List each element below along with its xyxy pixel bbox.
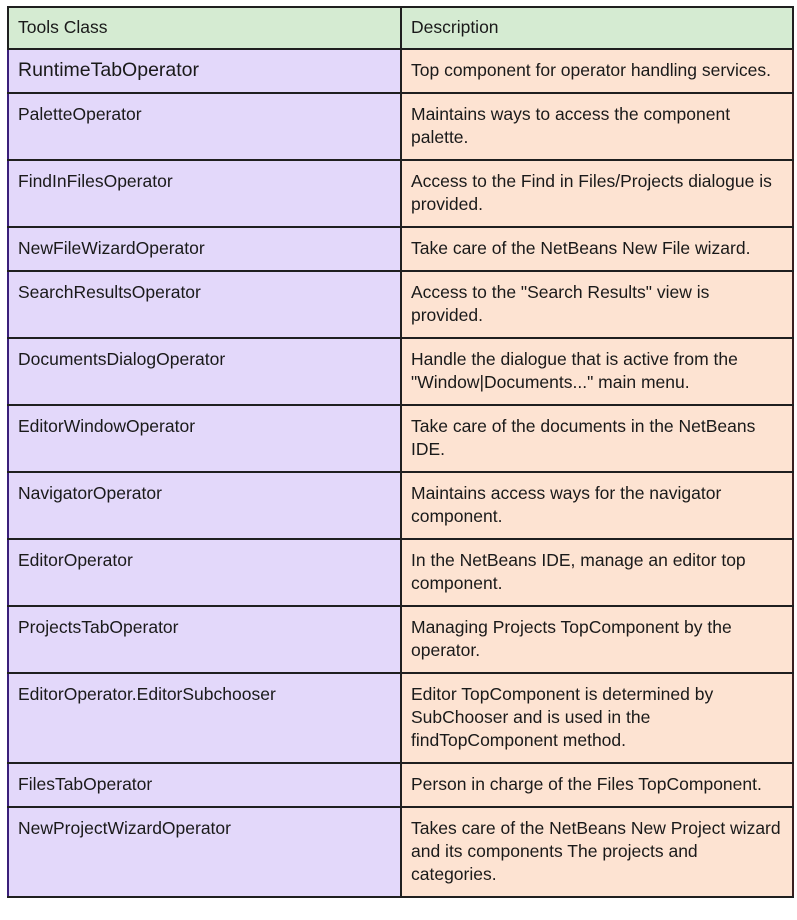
tool-class-cell: ProjectsTabOperator	[8, 606, 401, 673]
table-row	[8, 807, 793, 897]
table-row	[8, 539, 793, 606]
table-row	[8, 405, 793, 472]
description-cell: Take care of the documents in the NetBeans IDE.	[401, 405, 793, 472]
tool-class-cell: EditorWindowOperator	[8, 405, 401, 472]
description-cell: Top component for operator handling services.	[401, 49, 793, 93]
description-cell: Managing Projects TopComponent by the operator.	[401, 606, 793, 673]
table-header-row	[8, 7, 793, 49]
tool-class-cell: SearchResultsOperator	[8, 271, 401, 338]
tool-class-cell: NewProjectWizardOperator	[8, 807, 401, 897]
table-row	[8, 673, 793, 763]
description-cell: Handle the dialogue that is active from the "Window|Documents..." main menu.	[401, 338, 793, 405]
description-cell: Access to the Find in Files/Projects dialogue is provided.	[401, 160, 793, 227]
description-cell: Editor TopComponent is determined by SubChooser and is used in the findTopComponent method.	[401, 673, 793, 763]
tool-class-cell: NavigatorOperator	[8, 472, 401, 539]
table-row	[8, 606, 793, 673]
description-cell: Access to the "Search Results" view is provided.	[401, 271, 793, 338]
description-cell: In the NetBeans IDE, manage an editor top component.	[401, 539, 793, 606]
tool-class-cell: EditorOperator	[8, 539, 401, 606]
tool-class-cell: NewFileWizardOperator	[8, 227, 401, 271]
table-row	[8, 93, 793, 160]
tools-table	[7, 6, 794, 898]
header-tools-class: Tools Class	[8, 7, 401, 49]
header-description: Description	[401, 7, 793, 49]
description-cell: Maintains access ways for the navigator component.	[401, 472, 793, 539]
tool-class-cell: EditorOperator.EditorSubchooser	[8, 673, 401, 763]
table-row	[8, 763, 793, 807]
table-row	[8, 271, 793, 338]
table-row	[8, 472, 793, 539]
description-cell: Maintains ways to access the component palette.	[401, 93, 793, 160]
tool-class-cell: PaletteOperator	[8, 93, 401, 160]
tools-table-container	[7, 6, 792, 898]
description-cell: Takes care of the NetBeans New Project wizard and its components The projects and categories.	[401, 807, 793, 897]
table-row	[8, 338, 793, 405]
table-row	[8, 49, 793, 93]
tool-class-cell: DocumentsDialogOperator	[8, 338, 401, 405]
tool-class-cell: RuntimeTabOperator	[8, 49, 401, 93]
description-cell: Take care of the NetBeans New File wizard.	[401, 227, 793, 271]
tool-class-cell: FilesTabOperator	[8, 763, 401, 807]
table-row	[8, 227, 793, 271]
table-row	[8, 160, 793, 227]
description-cell: Person in charge of the Files TopComponent.	[401, 763, 793, 807]
tool-class-cell: FindInFilesOperator	[8, 160, 401, 227]
